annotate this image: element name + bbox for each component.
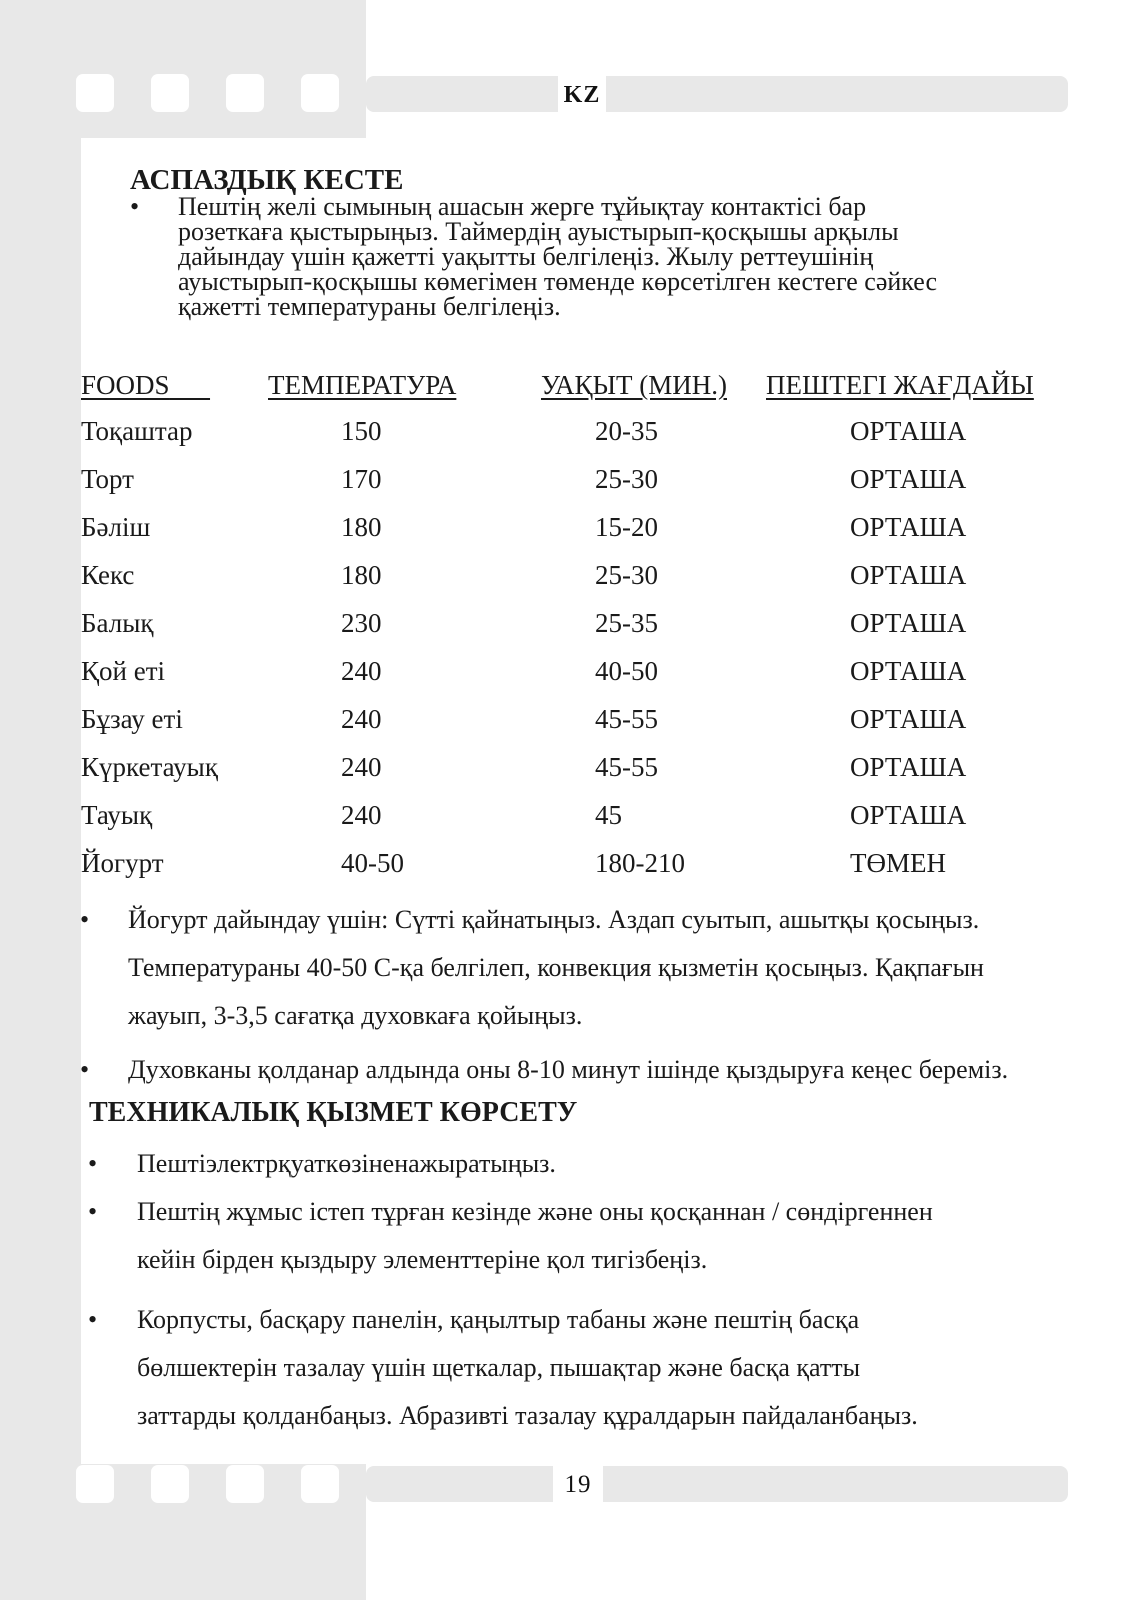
food-cell: Күркетауық [81,752,218,782]
position-cell: ОРТАША [850,416,967,446]
temperature-cell: 40-50 [341,848,404,878]
bullet-icon: • [88,1149,98,1178]
note-line: Температураны 40-50 С-қа белгілеп, конвекция қызметін қосыңыз. Қақпағын [128,953,984,982]
table-row [0,608,1128,656]
position-cell: ОРТАША [850,464,967,494]
film-square [76,74,114,112]
food-cell: Бұзау еті [81,704,183,734]
position-cell: ОРТАША [850,656,967,686]
bullet-icon: • [80,905,90,934]
maintenance-heading: ТЕХНИКАЛЫҚ ҚЫЗМЕТ КӨРСЕТУ [89,1097,578,1128]
position-cell: ТӨМЕН [850,848,946,878]
time-cell: 45-55 [595,704,658,734]
film-square [301,1465,339,1503]
position-cell: ОРТАША [850,704,967,734]
time-cell: 15-20 [595,512,658,542]
table-row [0,560,1128,608]
bullet-icon: • [88,1305,98,1334]
language-label: KZ [558,76,606,112]
temperature-cell: 240 [341,704,382,734]
time-cell: 25-30 [595,464,658,494]
film-square [151,74,189,112]
time-cell: 180-210 [595,848,685,878]
maintenance-line: Пештіэлектрқуаткөзіненажыратыңыз. [137,1149,556,1178]
table-row [0,464,1128,512]
time-cell: 40-50 [595,656,658,686]
header-oven-position: ПЕШТЕГІ ЖАҒДАЙЫ [766,370,1034,400]
cooking-table-heading: АСПАЗДЫҚ КЕСТЕ [130,164,404,196]
intro-line: қажетті температураны белгілеңіз. [178,292,561,321]
time-cell: 25-30 [595,560,658,590]
film-square [226,74,264,112]
footer-bar [366,1466,1068,1502]
temperature-cell: 170 [341,464,382,494]
food-cell: Йогурт [81,848,164,878]
food-cell: Тоқаштар [81,416,193,446]
food-cell: Қой еті [81,656,165,686]
maintenance-line: заттарды қолданбаңыз. Абразивті тазалау құралдарын пайдаланбаңыз. [137,1401,918,1430]
food-cell: Кекс [81,560,135,590]
note-line: Духовканы қолданар алдында оны 8-10 минут ішінде қыздыруға кеңес береміз. [128,1055,1009,1084]
maintenance-line: кейін бірден қыздыру элементтеріне қол тигізбеңіз. [137,1245,708,1274]
bullet-icon: • [130,192,140,221]
temperature-cell: 240 [341,752,382,782]
food-cell: Торт [81,464,134,494]
temperature-cell: 180 [341,512,382,542]
film-square [76,1465,114,1503]
header-temperature: ТЕМПЕРАТУРА [268,370,457,400]
intro-line: розеткаға қыстырыңыз. Таймердің ауыстырып-қосқышы арқылы [178,217,899,246]
food-cell: Балық [81,608,154,638]
temperature-cell: 240 [341,656,382,686]
table-header [0,370,1128,402]
maintenance-line: бөлшектерін тазалау үшін щеткалар, пышақтар және басқа қатты [137,1353,861,1382]
film-square [226,1465,264,1503]
temperature-cell: 150 [341,416,382,446]
table-row [0,752,1128,800]
header-bar [366,76,1068,112]
header-time: УАҚЫТ (МИН.) [541,370,727,400]
position-cell: ОРТАША [850,608,967,638]
table-row [0,512,1128,560]
table-row [0,656,1128,704]
bullet-icon: • [88,1197,98,1226]
note-line: жауып, 3-3,5 сағатқа духовкаға қойыңыз. [128,1001,583,1030]
bullet-icon: • [80,1055,90,1084]
position-cell: ОРТАША [850,560,967,590]
table-row [0,416,1128,464]
time-cell: 45-55 [595,752,658,782]
table-row [0,800,1128,848]
intro-text [178,194,1090,319]
film-square [151,1465,189,1503]
table-row [0,704,1128,752]
food-cell: Тауық [81,800,153,830]
header-foods [81,370,210,401]
intro-line: дайындау үшін қажетті уақытты белгілеңіз. Жылу реттеушінің [178,242,874,271]
header-foods-label: FOODS [81,370,170,400]
time-cell: 20-35 [595,416,658,446]
position-cell: ОРТАША [850,752,967,782]
intro-line: Пештің желі сымының ашасын жерге тұйықтау контактісі бар [178,192,867,221]
film-square [301,74,339,112]
note-line: Йогурт дайындау үшін: Сүтті қайнатыңыз. Аздап суытып, ашытқы қосыңыз. [128,905,980,934]
maintenance-line: Корпусты, басқару панелін, қаңылтыр табаны және пештің басқа [137,1305,860,1334]
temperature-cell: 230 [341,608,382,638]
position-cell: ОРТАША [850,800,967,830]
food-cell: Бәліш [81,512,151,542]
intro-line: ауыстырып-қосқышы көмегімен төменде көрсетілген кестеге сәйкес [178,267,938,296]
position-cell: ОРТАША [850,512,967,542]
page-number: 19 [553,1466,603,1502]
maintenance-line: Пештің жұмыс істеп тұрған кезінде және оны қосқаннан / сөндіргеннен [137,1197,933,1226]
time-cell: 25-35 [595,608,658,638]
table-row [0,848,1128,896]
time-cell: 45 [595,800,622,830]
intro-paragraph [130,194,1090,319]
temperature-cell: 240 [341,800,382,830]
temperature-cell: 180 [341,560,382,590]
